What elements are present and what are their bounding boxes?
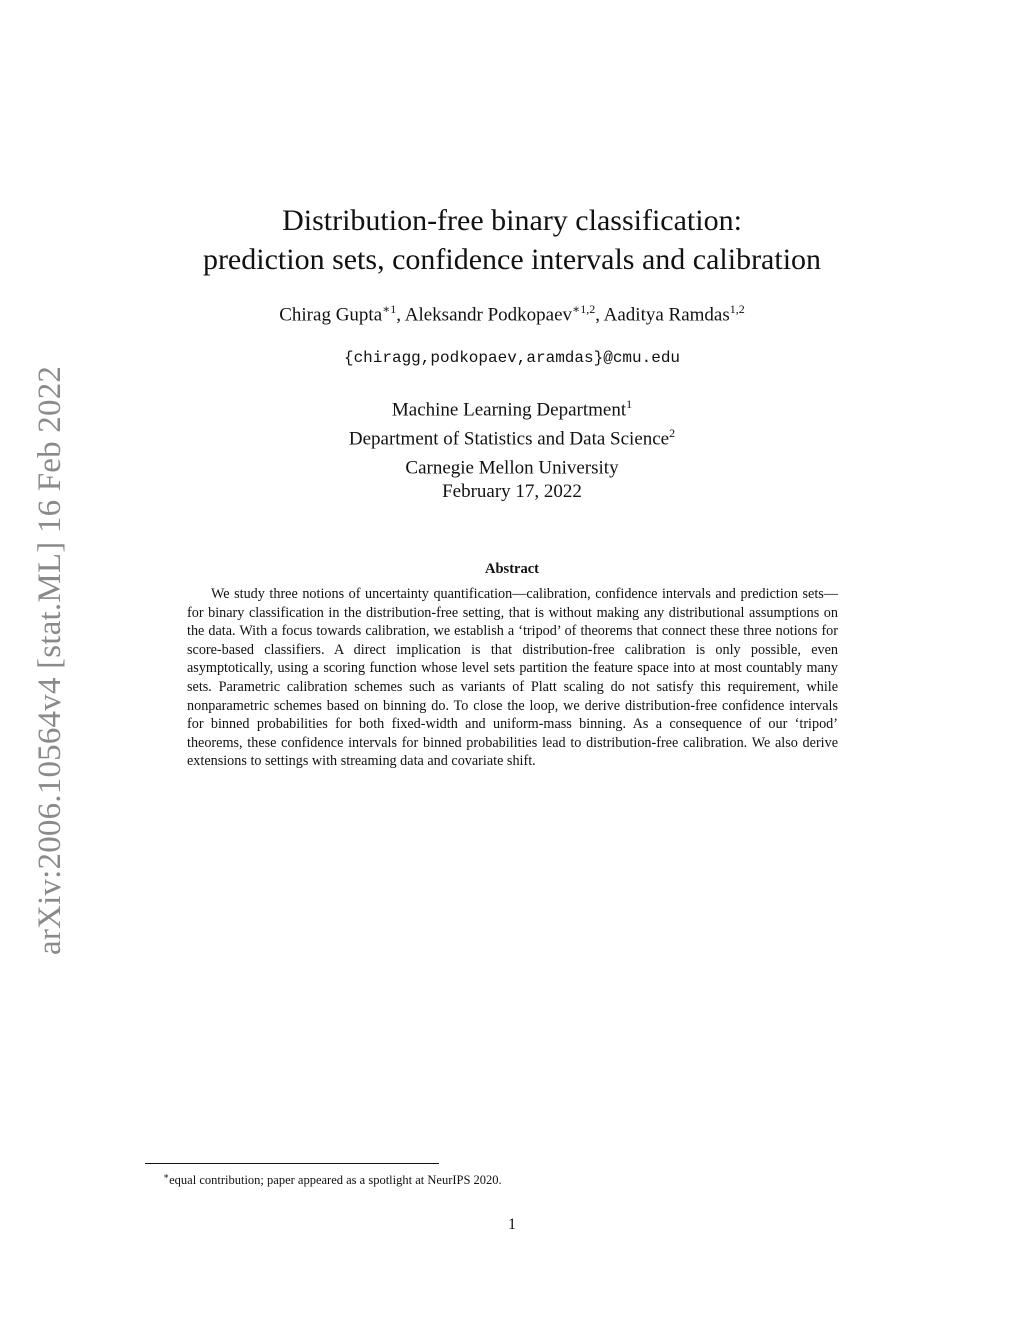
footnote-divider	[145, 1163, 439, 1164]
affiliation-name: Machine Learning Department	[391, 399, 627, 421]
author-name: Aaditya Ramdas	[603, 304, 730, 326]
affiliation-mark: 1	[626, 397, 633, 411]
paper-title-line-1: Distribution-free binary classification:	[282, 204, 742, 237]
paper-title-line-2: prediction sets, confidence intervals and calibration	[202, 243, 822, 276]
abstract-heading: Abstract	[485, 561, 539, 577]
paper-title	[112, 201, 912, 279]
affiliation-name: Carnegie Mellon University	[405, 456, 619, 478]
author-affiliation-mark: 1,2	[729, 302, 745, 316]
author-affiliation-mark: ∗1,2	[572, 302, 596, 316]
arxiv-identifier-stamp: arXiv:2006.10564v4 [stat.ML] 16 Feb 2022	[32, 365, 68, 955]
affiliation-line	[112, 393, 912, 422]
publication-date: February 17, 2022	[442, 481, 582, 502]
footnote-mark: ∗	[163, 1171, 170, 1181]
footnote-text: equal contribution; paper appeared as a spotlight at NeurIPS 2020.	[169, 1173, 502, 1188]
author-emails: {chiragg,podkopaev,aramdas}@cmu.edu	[343, 349, 681, 367]
affiliation-name: Department of Statistics and Data Science	[348, 428, 670, 450]
author-affiliation-mark: ∗1	[382, 302, 397, 316]
affiliation-line	[112, 451, 912, 480]
author-list: Chirag Gupta$^{∗1}$, Aleksandr Podkopaev$^{∗1,2}$, Aaditya Ramdas$^{1,2}$	[279, 302, 745, 326]
footnote	[163, 1167, 863, 1189]
affiliation-line	[112, 422, 912, 451]
author-name: Aleksandr Podkopaev	[404, 304, 573, 326]
page-number: 1	[508, 1216, 516, 1233]
author-name: Chirag Gupta	[279, 304, 383, 326]
affiliation-mark: 2	[669, 425, 676, 440]
abstract-text: We study three notions of uncertainty quantification—calibration, confidence intervals and prediction sets—for binary classification in the distribution-free setting, that is without making any distributional assumptions on the data. With a focus towards calibration, we establish a ‘tripod’ of theorems that connect these three notions for score-based classifiers. A direct implication is that distribution-free calibration is only possible, even asymptotically, using a scoring function whose level sets partition the feature space into at most countably many sets. Parametric calibration schemes such as variants of Platt scaling do not satisfy this requirement, while nonparametric schemes based on binning do. To close the loop, we derive distribution-free confidence intervals for binned probabilities for both fixed-width and uniform-mass binning. As a consequence of our ‘tripod’ theorems, these confidence intervals for binned probabilities lead to distribution-free calibration. We also derive extensions to settings with streaming data and covariate shift.	[187, 586, 838, 770]
affiliation-block	[112, 393, 912, 479]
